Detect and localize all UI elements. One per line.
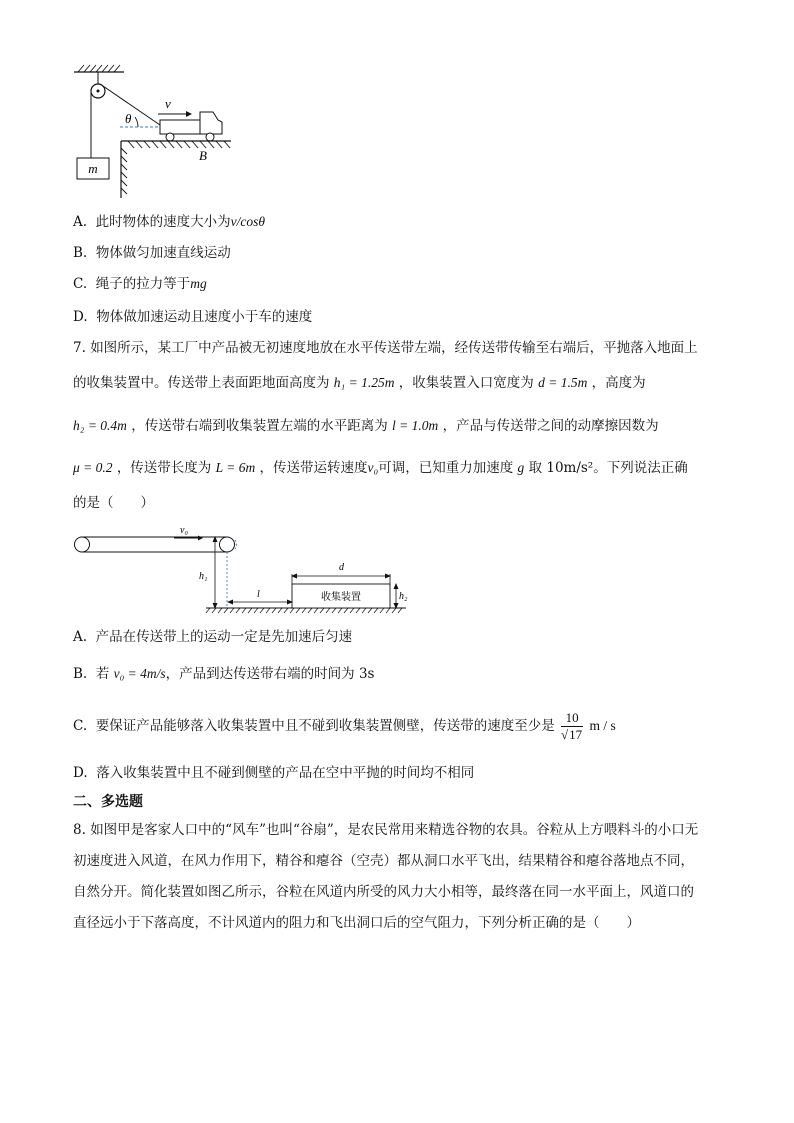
q7-option-a: A. 产品在传送带上的运动一定是先加速后匀速 bbox=[73, 629, 353, 645]
q8-line-1: 8. 如图甲是客家人口中的“风车”也叫“谷扇”，是农民常用来精选谷物的农具。谷粒从上方喂料斗的小口无 bbox=[73, 822, 699, 838]
h2-label: h₂ bbox=[399, 591, 408, 602]
q6-option-a: A. 此时物体的速度大小为v/cosθ bbox=[73, 214, 266, 230]
q8-line-3: 自然分开。简化装置如图乙所示，谷粒在风道内所受的风力大小相等，最终落在同一水平面上，风道口的 bbox=[73, 884, 694, 900]
q7-option-b: B. 若 v₀ = 4m/s，产品到达传送带右端的时间为 3s bbox=[73, 666, 375, 682]
d-label: d bbox=[339, 562, 344, 573]
truck-shape bbox=[160, 112, 222, 141]
q6-option-c: C. 绳子的拉力等于mg bbox=[73, 276, 207, 292]
mass-label: m bbox=[88, 161, 98, 176]
l-label: l bbox=[257, 589, 260, 600]
q6-option-b: B. 物体做匀加速直线运动 bbox=[73, 245, 231, 261]
section-multi-choice-title: 二、多选题 bbox=[73, 794, 143, 810]
q6-option-d: D. 物体做加速运动且速度小于车的速度 bbox=[73, 309, 313, 325]
speed-fraction: $\frac{10}{√17}$ bbox=[561, 710, 583, 742]
q7-line-4: μ = 0.2 ，传送带长度为 L = 6m ，传送带运转速度v₀可调，已知重力加速度 g 取 10m/s²。下列说法正确 bbox=[73, 460, 688, 476]
q8-line-4: 直径远小于下落高度，不计风道内的阻力和飞出洞口后的空气阻力，下列分析正确的是（ ） bbox=[73, 915, 640, 931]
q7-line-1: 7. 如图所示，某工厂中产品被无初速度地放在水平传送带左端，经传送带传输至右端后，平抛落入地面上 bbox=[73, 340, 698, 356]
q7-line-5: 的是（ ） bbox=[73, 495, 154, 511]
velocity-label: v bbox=[165, 96, 171, 111]
q8-line-2: 初速度进入风道，在风力作用下，精谷和瘪谷（空壳）都从洞口水平飞出，结果精谷和瘪谷落地点不同， bbox=[73, 853, 694, 869]
q7-option-d: D. 落入收集装置中且不碰到侧壁的产品在空中平抛的时间均不相同 bbox=[73, 765, 475, 781]
q7-option-c: C. 要保证产品能够落入收集装置中且不碰到收集装置侧壁，传送带的速度至少是 $\frac{10}{√17}$ m / s bbox=[73, 710, 616, 742]
q7-line-3: h₂ = 0.4m ，传送带右端到收集装置左端的水平距离为 l = 1.0m ，产品与传送带之间的动摩擦因数为 bbox=[73, 418, 659, 434]
pulley-truck-figure bbox=[68, 62, 238, 202]
point-b-label: B bbox=[199, 148, 207, 163]
conveyor-figure bbox=[66, 522, 416, 618]
h1-label: h₁ bbox=[199, 571, 208, 582]
conveyor-v0-label: v₀ bbox=[180, 525, 188, 536]
theta-label: θ bbox=[125, 111, 132, 126]
device-label: 收集装置 bbox=[321, 592, 361, 603]
q7-line-2: 的收集装置中。传送带上表面距地面高度为 h₁ = 1.25m ，收集装置入口宽度为 d = 1.5m ，高度为 bbox=[73, 375, 646, 391]
